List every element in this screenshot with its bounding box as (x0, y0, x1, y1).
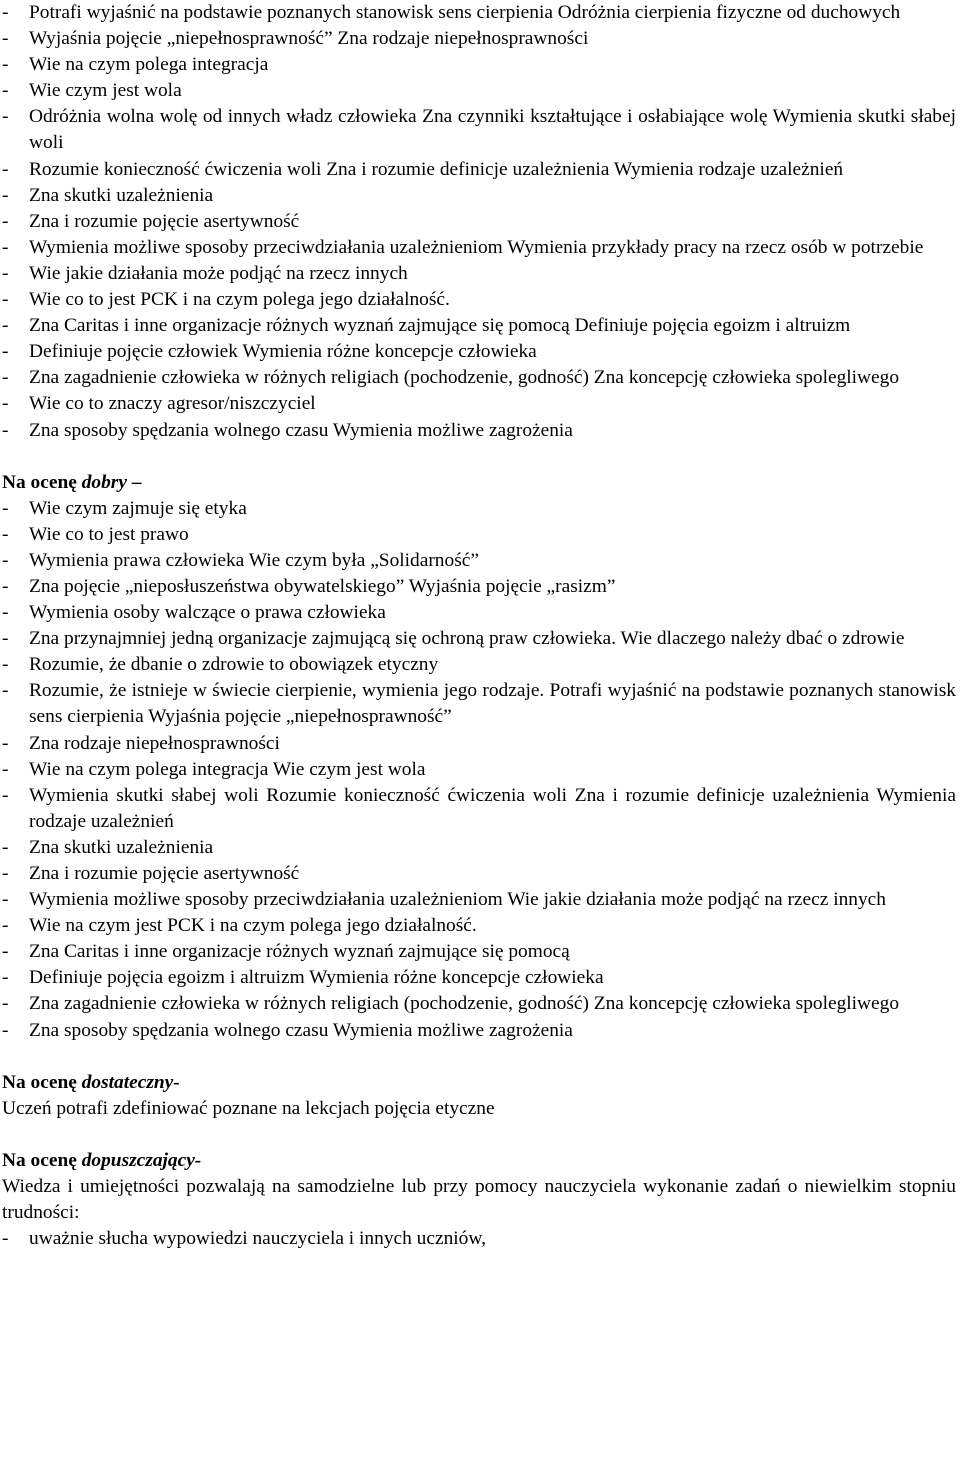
heading-prefix: Na ocenę (2, 471, 82, 493)
bullet-dash: - (2, 993, 9, 1015)
list-item-text: Wymienia skutki słabej woli Rozumie konieczność ćwiczenia woli Zna i rozumie definicje uzależnienia Wymienia rodzaje uzależnień (29, 784, 956, 832)
list-item-text: Zna sposoby spędzania wolnego czasu Wymienia możliwe zagrożenia (29, 419, 573, 441)
bullet-dash: - (2, 393, 9, 415)
list-item-text: Zna rodzaje niepełnosprawności (29, 732, 280, 754)
bullet-dash: - (2, 262, 9, 284)
list-item (2, 339, 956, 365)
heading-grade-name: dostateczny- (81, 1071, 180, 1093)
list-item-text: Zna Caritas i inne organizacje różnych wyznań zajmujące się pomocą (29, 941, 570, 963)
bullet-dash: - (2, 1228, 9, 1250)
bullet-dash: - (2, 889, 9, 911)
bullet-dash: - (2, 158, 9, 180)
bullet-dash: - (2, 523, 9, 545)
list-item-text: Zna przynajmniej jedną organizacje zajmującą się ochroną praw człowieka. Wie dlaczego należy dbać o zdrowie (29, 628, 905, 650)
list-item-text: Wymienia możliwe sposoby przeciwdziałania uzależnieniom Wymienia przykłady pracy na rzecz osób w potrzebie (29, 236, 924, 258)
list-item-text: Wie na czym polega integracja Wie czym jest wola (29, 758, 426, 780)
list-item-text: Wie co to znaczy agresor/niszczyciel (29, 393, 316, 415)
list-item (2, 522, 956, 548)
list-item (2, 313, 956, 339)
list-item (2, 157, 956, 183)
list-item-text: Wyjaśnia pojęcie „niepełnosprawność” Zna rodzaje niepełnosprawności (29, 28, 589, 50)
list-item-text: Wie czym zajmuje się etyka (29, 497, 247, 519)
list-item (2, 1226, 956, 1252)
list-item (2, 78, 956, 104)
bullet-dash: - (2, 1019, 9, 1041)
bullet-dash: - (2, 497, 9, 519)
list-item-text: Wie co to jest PCK i na czym polega jego działalność. (29, 289, 450, 311)
list-item (2, 965, 956, 991)
list-item-text: Definiuje pojęcia egoizm i altruizm Wymienia różne koncepcje człowieka (29, 967, 604, 989)
bullet-dash: - (2, 184, 9, 206)
list-item (2, 626, 956, 652)
bullet-dash: - (2, 941, 9, 963)
list-item (2, 991, 956, 1017)
paragraph-dopuszczajacy: Wiedza i umiejętności pozwalają na samodzielne lub przy pomocy nauczyciela wykonanie zadań o niewielkim stopniu trudności: (2, 1175, 956, 1224)
list-item (2, 861, 956, 887)
list-item (2, 678, 956, 730)
list-item-text: Zna i rozumie pojęcie asertywność (29, 210, 300, 232)
list-item-text: Zna sposoby spędzania wolnego czasu Wymienia możliwe zagrożenia (29, 1019, 573, 1041)
heading-grade-dopuszczajacy (2, 1148, 956, 1174)
bullet-dash: - (2, 863, 9, 884)
list-item (2, 496, 956, 522)
list-item-text: Wie jakie działania może podjąć na rzecz innych (29, 262, 408, 284)
list-item (2, 261, 956, 287)
list-item (2, 287, 956, 313)
list-item (2, 939, 956, 965)
bullet-dash: - (2, 758, 9, 780)
list-item (2, 209, 956, 235)
list-item-text: Zna i rozumie pojęcie asertywność (29, 863, 300, 884)
list-item (2, 365, 956, 391)
bullet-dash: - (2, 315, 9, 337)
bullet-dash: - (2, 654, 9, 676)
list-item (2, 104, 956, 156)
bullet-dash: - (2, 80, 9, 102)
heading-prefix: Na ocenę (2, 1071, 82, 1093)
list-item-text: Zna Caritas i inne organizacje różnych wyznań zajmujące się pomocą Definiuje pojęcia egoizm i altruizm (29, 315, 851, 337)
list-item-text: uważnie słucha wypowiedzi nauczyciela i innych uczniów, (29, 1228, 486, 1250)
list-item (2, 235, 956, 261)
heading-suffix: – (126, 471, 142, 493)
list-item-text: Zna zagadnienie człowieka w różnych religiach (pochodzenie, godność) Zna koncepcję człowieka spolegliwego (29, 993, 900, 1015)
list-item (2, 574, 956, 600)
heading-prefix: Na ocenę (2, 1149, 82, 1171)
bullet-dash: - (2, 602, 9, 624)
bullet-dash: - (2, 367, 9, 389)
list-item-text: Zna skutki uzależnienia (29, 836, 214, 858)
list-item-text: Rozumie, że istnieje w świecie cierpienie, wymienia jego rodzaje. Potrafi wyjaśnić na podstawie poznanych stanowisk sens cierpienia Wyjaśnia pojęcie „niepełnosprawność” (29, 680, 956, 728)
bullet-dash: - (2, 628, 9, 650)
list-item (2, 913, 956, 939)
list-item-text: Rozumie, że dbanie o zdrowie to obowiązek etyczny (29, 654, 439, 676)
list-item (2, 0, 956, 26)
bullet-dash: - (2, 680, 9, 702)
list-item (2, 183, 956, 209)
bullet-dash: - (2, 289, 9, 311)
list-item-text: Zna zagadnienie człowieka w różnych religiach (pochodzenie, godność) Zna koncepcję człowieka spolegliwego (29, 367, 900, 389)
list-item (2, 600, 956, 626)
list-item-text: Wie co to jest prawo (29, 523, 189, 545)
paragraph-dostateczny: Uczeń potrafi zdefiniować poznane na lekcjach pojęcia etyczne (2, 1097, 495, 1119)
criteria-list-intro (2, 0, 956, 444)
bullet-dash: - (2, 549, 9, 571)
heading-grade-dobry (2, 470, 956, 496)
list-item (2, 652, 956, 678)
bullet-dash: - (2, 732, 9, 754)
heading-grade-dostateczny (2, 1070, 956, 1096)
bullet-dash: - (2, 210, 9, 232)
list-item-text: Definiuje pojęcie człowiek Wymienia różne koncepcje człowieka (29, 341, 537, 363)
list-item-text: Wie czym jest wola (29, 80, 182, 102)
list-item (2, 418, 956, 444)
list-item (2, 887, 956, 913)
bullet-dash: - (2, 836, 9, 858)
list-item (2, 783, 956, 835)
bullet-dash: - (2, 2, 9, 23)
list-item-text: Zna pojęcie „nieposłuszeństwa obywatelskiego” Wyjaśnia pojęcie „rasizm” (29, 575, 616, 597)
bullet-dash: - (2, 419, 9, 441)
bullet-dash: - (2, 784, 9, 806)
bullet-dash: - (2, 341, 9, 363)
heading-grade-name: dobry (81, 471, 127, 493)
bullet-dash: - (2, 575, 9, 597)
list-item-text: Rozumie konieczność ćwiczenia woli Zna i rozumie definicje uzależnienia Wymienia rodzaje uzależnień (29, 158, 844, 180)
list-item (2, 835, 956, 861)
list-item (2, 548, 956, 574)
list-item (2, 26, 956, 52)
criteria-list-dopuszczajacy (2, 1226, 956, 1252)
heading-grade-name: dopuszczający- (81, 1149, 202, 1171)
bullet-dash: - (2, 915, 9, 937)
list-item-text: Wymienia osoby walczące o prawa człowieka (29, 602, 386, 624)
bullet-dash: - (2, 106, 9, 128)
bullet-dash: - (2, 28, 9, 50)
list-item (2, 757, 956, 783)
list-item-text: Wymienia możliwe sposoby przeciwdziałania uzależnieniom Wie jakie działania może podjąć na rzecz innych (29, 889, 886, 911)
list-item (2, 1018, 956, 1044)
list-item (2, 391, 956, 417)
criteria-list-dobry (2, 496, 956, 1044)
list-item-text: Wie na czym polega integracja (29, 54, 269, 76)
list-item-text: Wymienia prawa człowieka Wie czym była „Solidarność” (29, 549, 479, 571)
list-item-text: Potrafi wyjaśnić na podstawie poznanych stanowisk sens cierpienia Odróżnia cierpienia fizyczne od duchowych (29, 2, 901, 23)
list-item-text: Odróżnia wolna wolę od innych władz człowieka Zna czynniki kształtujące i osłabiające wolę Wymienia skutki słabej woli (29, 106, 956, 154)
bullet-dash: - (2, 54, 9, 76)
list-item (2, 52, 956, 78)
bullet-dash: - (2, 236, 9, 258)
bullet-dash: - (2, 967, 9, 989)
list-item (2, 731, 956, 757)
list-item-text: Wie na czym jest PCK i na czym polega jego działalność. (29, 915, 477, 937)
list-item-text: Zna skutki uzależnienia (29, 184, 214, 206)
